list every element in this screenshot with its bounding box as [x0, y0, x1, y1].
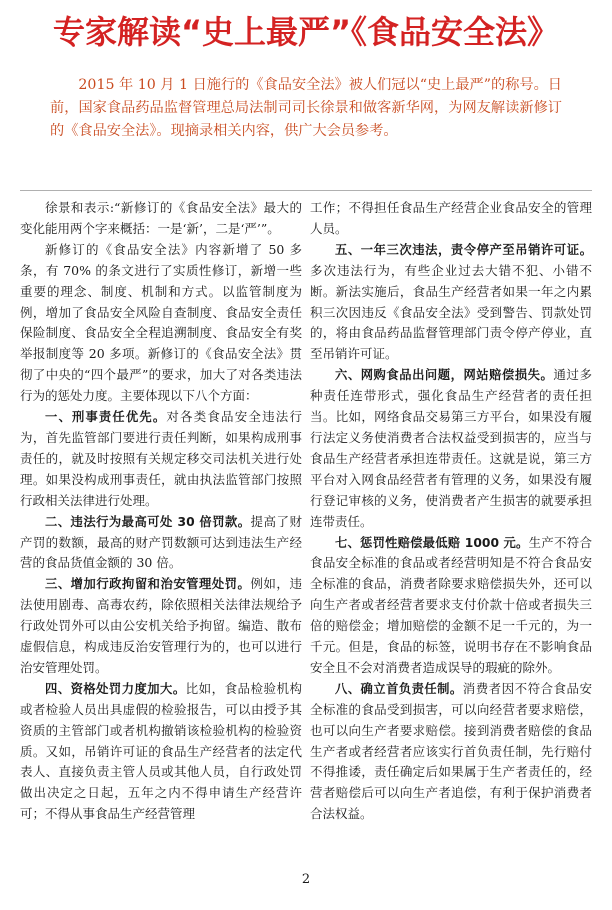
right-column [310, 198, 592, 825]
point-heading: 七、惩罚性赔偿最低赔 1000 元。 [335, 535, 529, 550]
point-heading: 一、刑事责任优先。 [45, 410, 167, 425]
point-heading: 五、一年三次违法，责令停产至吊销许可证。 [335, 242, 592, 257]
point-heading: 二、违法行为最高可处 30 倍罚款。 [45, 514, 251, 529]
point-heading: 六、网购食品出问题，网站赔偿损失。 [335, 368, 554, 383]
paragraph-point-2: 二、违法行为最高可处 30 倍罚款。提高了财产罚的数额，最高的财产罚数额可达到违法生产经营的食品货值金额的 30 倍。 [20, 513, 302, 571]
paragraph-point-5: 五、一年三次违法，责令停产至吊销许可证。多次违法行为，有些企业过去大错不犯、小错不断。新法实施后，食品生产经营者如果一年之内累积三次因违反《食品安全法》受到警告、罚款处罚的，将由食品药品监督管理部门责令停产停业，直至吊销许可证。 [310, 242, 592, 362]
paragraph-point-1: 一、刑事责任优先。对各类食品安全违法行为，首先监管部门要进行责任判断，如果构成刑事责任的，就及时按照有关规定移交司法机关进行处理。如果没构成刑事责任，就由执法监管部门按照行政相关法律进行处理。 [20, 409, 302, 508]
intro-text: 2015 年 10 月 1 日施行的《食品安全法》被人们冠以“史上最严”的称号。日前，国家食品药品监督管理总局法制司司长徐景和做客新华网，为网友解读新修订的《食品安全法》。现摘录相关内容，供广大会员参考。 [50, 77, 562, 139]
article-title: 专家解读“史上最严”《食品安全法》 [52, 13, 560, 51]
paragraph-point-3: 三、增加行政拘留和治安管理处罚。例如，违法使用剧毒、高毒农药，除依照相关法律法规给予行政处罚外可以由公安机关给予拘留。编造、散布虚假信息，构成违反治安管理行为的，也可以进行治安管理处罚。 [20, 576, 302, 675]
intro-paragraph [50, 74, 562, 143]
paragraph-point-7: 七、惩罚性赔偿最低赔 1000 元。生产不符合食品安全标准的食品或者经营明知是不符合食品安全标准的食品，消费者除要求赔偿损失外，还可以向生产者或者经营者要求支付价款十倍或者损失三倍的赔偿金；增加赔偿的金额不足一千元的，为一千元。但是，食品的标签，说明书存在不影响食品安全且不会对消费者造成误导的瑕疵的除外。 [310, 534, 592, 675]
paragraph-point-8: 八、确立首负责任制。消费者因不符合食品安全标准的食品受到损害，可以向经营者要求赔偿，也可以向生产者要求赔偿。接到消费者赔偿的食品生产者或者经营者应该实行首负责任制，先行赔付不得推诿，责任确定后如果属于生产者责任的，经营者赔偿后可以向生产者追偿，有利于保护消费者合法权益。 [310, 680, 592, 822]
point-heading: 三、增加行政拘留和治安管理处罚。 [45, 577, 251, 592]
paragraph-intro-quote: 徐景和表示:“新修订的《食品安全法》最大的变化能用两个字来概括：一是‘新’，二是‘严’”。 [20, 200, 302, 236]
paragraph-overview: 新修订的《食品安全法》内容新增了 50 多条，有 70% 的条文进行了实质性修订，新增一些重要的理念、制度、机制和方式。以监管制度为例，增加了食品安全风险自查制度、食品安全责任保险制度、食品安全全程追溯制度、食品安全有奖举报制度等 20 多项。新修订的《食品安全法》贯彻了中央的“四个最严”的要求，加大了对各类违法行为的惩处力度。主要体现以下八个方面： [20, 241, 302, 404]
paragraph-point-6: 六、网购食品出问题，网站赔偿损失。通过多种责任连带形式，强化食品生产经营者的责任担当。比如，网络食品交易第三方平台，如果没有履行法定义务使消费者合法权益受到损害的，应当与食品生产经营者承担连带责任。这就是说，第三方平台对入网食品经营者有管理的义务，如果没有履行登记审核的义务，使消费者产生损害的就要承担连带责任。 [310, 367, 592, 529]
page-number: 2 [301, 872, 311, 887]
left-column [20, 198, 302, 825]
divider-line [20, 190, 592, 191]
paragraph-point-4-continued: 工作；不得担任食品生产经营企业食品安全的管理人员。 [310, 200, 592, 236]
paragraph-point-4: 四、资格处罚力度加大。比如，食品检验机构或者检验人员出具虚假的检验报告，可以由授予其资质的主管部门或者机构撤销该检验机构的检验资质。又如，吊销许可证的食品生产经营者的法定代表人、直接负责主管人员或其他人员，自行政处罚做出决定之日起，五年之内不得申请生产经营许可；不得从事食品生产经营管理 [20, 680, 302, 822]
point-heading: 四、资格处罚力度加大。 [45, 681, 186, 696]
point-heading: 八、确立首负责任制。 [335, 681, 463, 696]
